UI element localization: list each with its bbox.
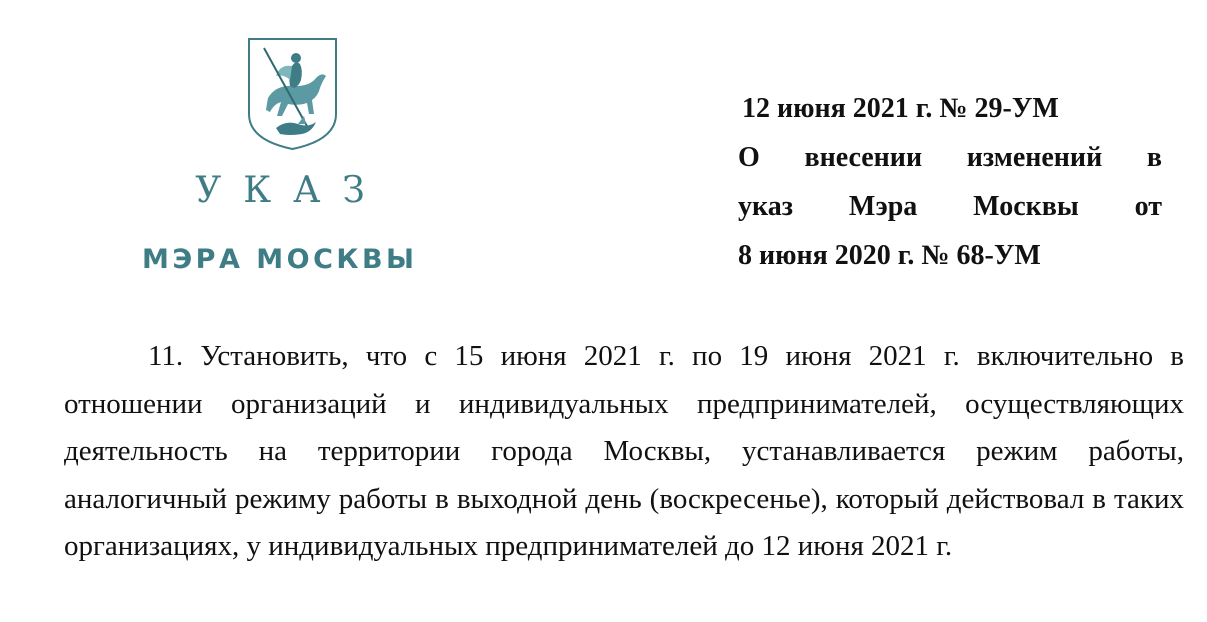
decree-subject-line-2: указ Мэра Москвы от bbox=[738, 191, 1162, 222]
document-type-title: УКАЗ bbox=[195, 170, 387, 211]
decree-paragraph-11: 11. Установить, что с 15 июня 2021 г. по 19 июня 2021 г. включительно в отношении организаций и индивидуальных предпринимателей, осуществляющих деятельность на территории города Москвы, устанавливается режим работы, аналогичный режиму работы в выходной день (воскресенье), который действовал в таких организациях, у индивидуальных предпринимателей до 12 июня 2021 г. bbox=[64, 340, 1184, 562]
decree-header bbox=[738, 84, 1162, 280]
decree-date-number: 12 июня 2021 г. № 29-УМ bbox=[742, 93, 1059, 124]
decree-subject-line-3: 8 июня 2020 г. № 68-УМ bbox=[738, 240, 1041, 271]
decree-body bbox=[64, 333, 1184, 571]
issuer-subtitle: МЭРА МОСКВЫ bbox=[142, 244, 418, 275]
moscow-coat-of-arms-icon bbox=[246, 36, 339, 152]
decree-subject-line-1: О внесении изменений в bbox=[738, 142, 1162, 173]
